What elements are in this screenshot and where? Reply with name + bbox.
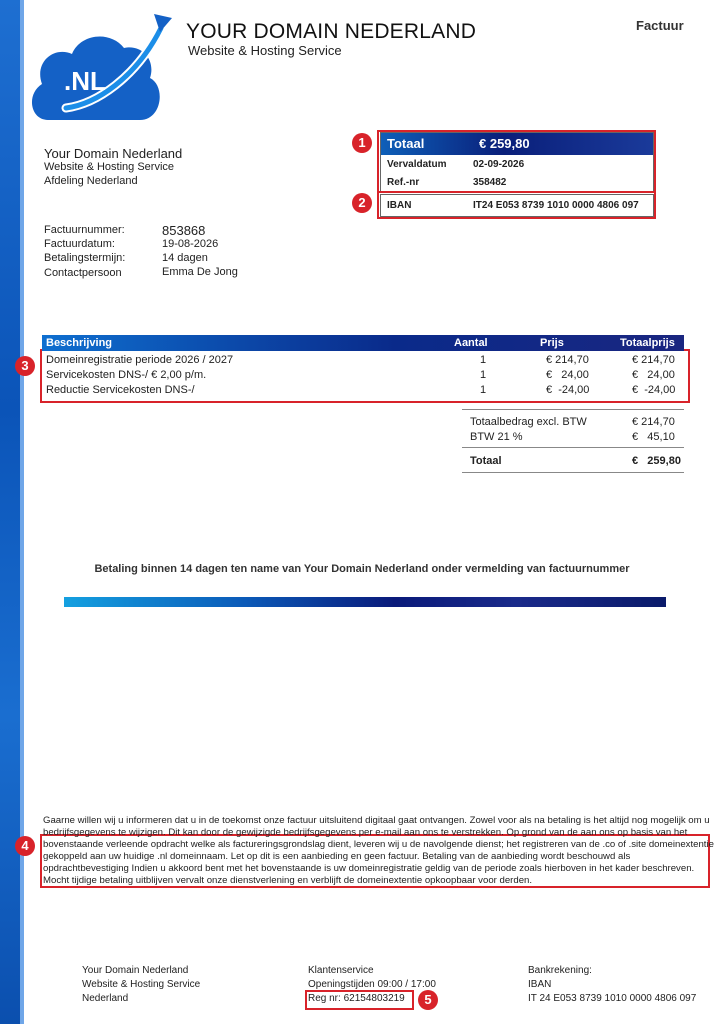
summary-total-label: Totaal: [387, 136, 425, 151]
summary-due-label: Vervaldatum: [387, 159, 447, 170]
annotation-badge-1: 1: [352, 133, 372, 153]
meta-label-contact: Contactpersoon: [44, 267, 122, 279]
row-description: Servicekosten DNS-/ € 2,00 p/m.: [46, 369, 207, 381]
summary-due-value: 02-09-2026: [473, 159, 525, 170]
footer-company-line2: Website & Hosting Service: [82, 979, 201, 990]
footer-company: [82, 964, 200, 1006]
meta-label-payment-term: Betalingstermijn:: [44, 252, 126, 264]
summary-ref-label: Ref.-nr: [387, 177, 420, 188]
summary-total-value: € 259,80: [479, 136, 530, 151]
annotation-badge-4: 4: [15, 836, 35, 856]
footer-bank-iban-label: IBAN: [528, 979, 552, 990]
annotation-badge-5: 5: [418, 990, 438, 1010]
grand-total-label: Totaal: [470, 455, 502, 467]
meta-label-invoice-number: Factuurnummer:: [44, 224, 125, 236]
brand-logo: [26, 8, 176, 138]
row-quantity: 1: [480, 354, 487, 366]
footer-company-name: Your Domain Nederland: [82, 965, 189, 976]
sender-line3: Afdeling Nederland: [44, 175, 138, 187]
footer-bank-title: Bankrekening:: [528, 965, 592, 976]
table-row: [42, 352, 684, 367]
meta-value-invoice-number: 853868: [162, 223, 206, 238]
footer-company-line3: Nederland: [82, 993, 129, 1004]
footer-bank-iban: IT 24 E053 8739 1010 0000 4806 097: [528, 993, 697, 1004]
row-quantity: 1: [480, 384, 487, 396]
footer-bank: [528, 964, 696, 1006]
row-price: € 24,00: [546, 369, 589, 381]
footer-reg-number: Reg nr: 62154803219: [308, 993, 405, 1004]
logo-text: .NL: [64, 66, 106, 96]
totals-divider-top: [462, 409, 684, 410]
footer-service-title: Klantenservice: [308, 965, 374, 976]
document-type: Factuur: [636, 18, 684, 33]
annotation-box-2: [377, 191, 656, 219]
summary-ref-value: 358482: [473, 177, 507, 188]
footer-service: [308, 964, 436, 1006]
summary-iban-label: IBAN: [387, 200, 412, 211]
side-stripe: [0, 0, 20, 1024]
decorative-bar: [64, 597, 666, 607]
sender-line2: Website & Hosting Service: [44, 161, 175, 173]
row-total: € 214,70: [632, 354, 675, 366]
notice-paragraph-1: Gaarne willen wij u informeren dat u in de toekomst onze factuur uitsluitend digitaal gaat ontvangen. Zowel voor als na betaling is het altijd nog mogelijk om u bedrijfsgegevens te wijzigen. Dit kan door de gewijzigde bedrijfsgegevens per e-mail aan ons te verstrekken. Op grond van de aan ons op basis van het: [43, 815, 710, 838]
totals-divider: [462, 447, 684, 448]
table-row: [42, 382, 684, 397]
row-price: € -24,00: [546, 384, 590, 396]
brand-subtitle: Website & Hosting Service: [188, 43, 342, 58]
col-header-price: Prijs: [540, 337, 564, 349]
brand-title: YOUR DOMAIN NEDERLAND: [186, 20, 477, 43]
vat-value: € 45,10: [632, 431, 675, 443]
grand-total-value: € 259,80: [632, 455, 681, 467]
meta-value-payment-term: 14 dagen: [162, 252, 208, 264]
row-description: Reductie Servicekosten DNS-/: [46, 384, 195, 396]
summary-iban-value: IT24 E053 8739 1010 0000 4806 097: [473, 200, 639, 211]
row-total: € -24,00: [632, 384, 676, 396]
annotation-badge-3: 3: [15, 356, 35, 376]
row-price: € 214,70: [546, 354, 589, 366]
row-quantity: 1: [480, 369, 487, 381]
footer-service-hours: Openingstijden 09:00 / 17:00: [308, 979, 436, 990]
subtotal-label: Totaalbedrag excl. BTW: [470, 416, 587, 428]
annotation-badge-2: 2: [352, 193, 372, 213]
side-stripe-accent: [20, 0, 24, 1024]
totals-divider-bottom: [462, 472, 684, 473]
row-total: € 24,00: [632, 369, 675, 381]
notice-text: [43, 815, 715, 887]
payment-note: Betaling binnen 14 dagen ten name van Your Domain Nederland onder vermelding van factuurnummer: [94, 563, 630, 575]
col-header-description: Beschrijving: [46, 337, 113, 349]
col-header-total: Totaalprijs: [620, 337, 675, 349]
meta-label-invoice-date: Factuurdatum:: [44, 238, 115, 250]
subtotal-value: € 214,70: [632, 416, 675, 428]
meta-value-contact: Emma De Jong: [162, 266, 238, 278]
col-header-quantity: Aantal: [454, 337, 488, 349]
vat-label: BTW 21 %: [470, 431, 523, 443]
table-row: [42, 367, 684, 382]
notice-paragraph-3: Mocht tijdige betaling uitblijven vervalt onze dienstverlening en verblijft de domeinextentie opkoopbaar voor derden.: [43, 875, 533, 886]
row-description: Domeinregistratie periode 2026 / 2027: [46, 354, 234, 366]
table-header: [42, 335, 684, 351]
meta-value-invoice-date: 19-08-2026: [162, 238, 219, 250]
notice-paragraph-2: bovenstaande verleende opdracht welke als factureringsgrondslag dient, leveren wij u de navolgende dienst; het registreren van de .co of .site domeinextentie gekoppeld aan uw huidige .nl domeinnaam. Let op dit is een aanbieding en geen factuur. Betaling van de aanbieding wordt beschouwd als opdrachtbevestiging Indien u akkoord bent met het bovenstaande is uw domeinregistratie geldig van de periode zoals hierboven in het kader beschreven.: [43, 839, 714, 874]
annotation-box-1: [377, 130, 656, 193]
sender-name: Your Domain Nederland: [44, 146, 183, 161]
